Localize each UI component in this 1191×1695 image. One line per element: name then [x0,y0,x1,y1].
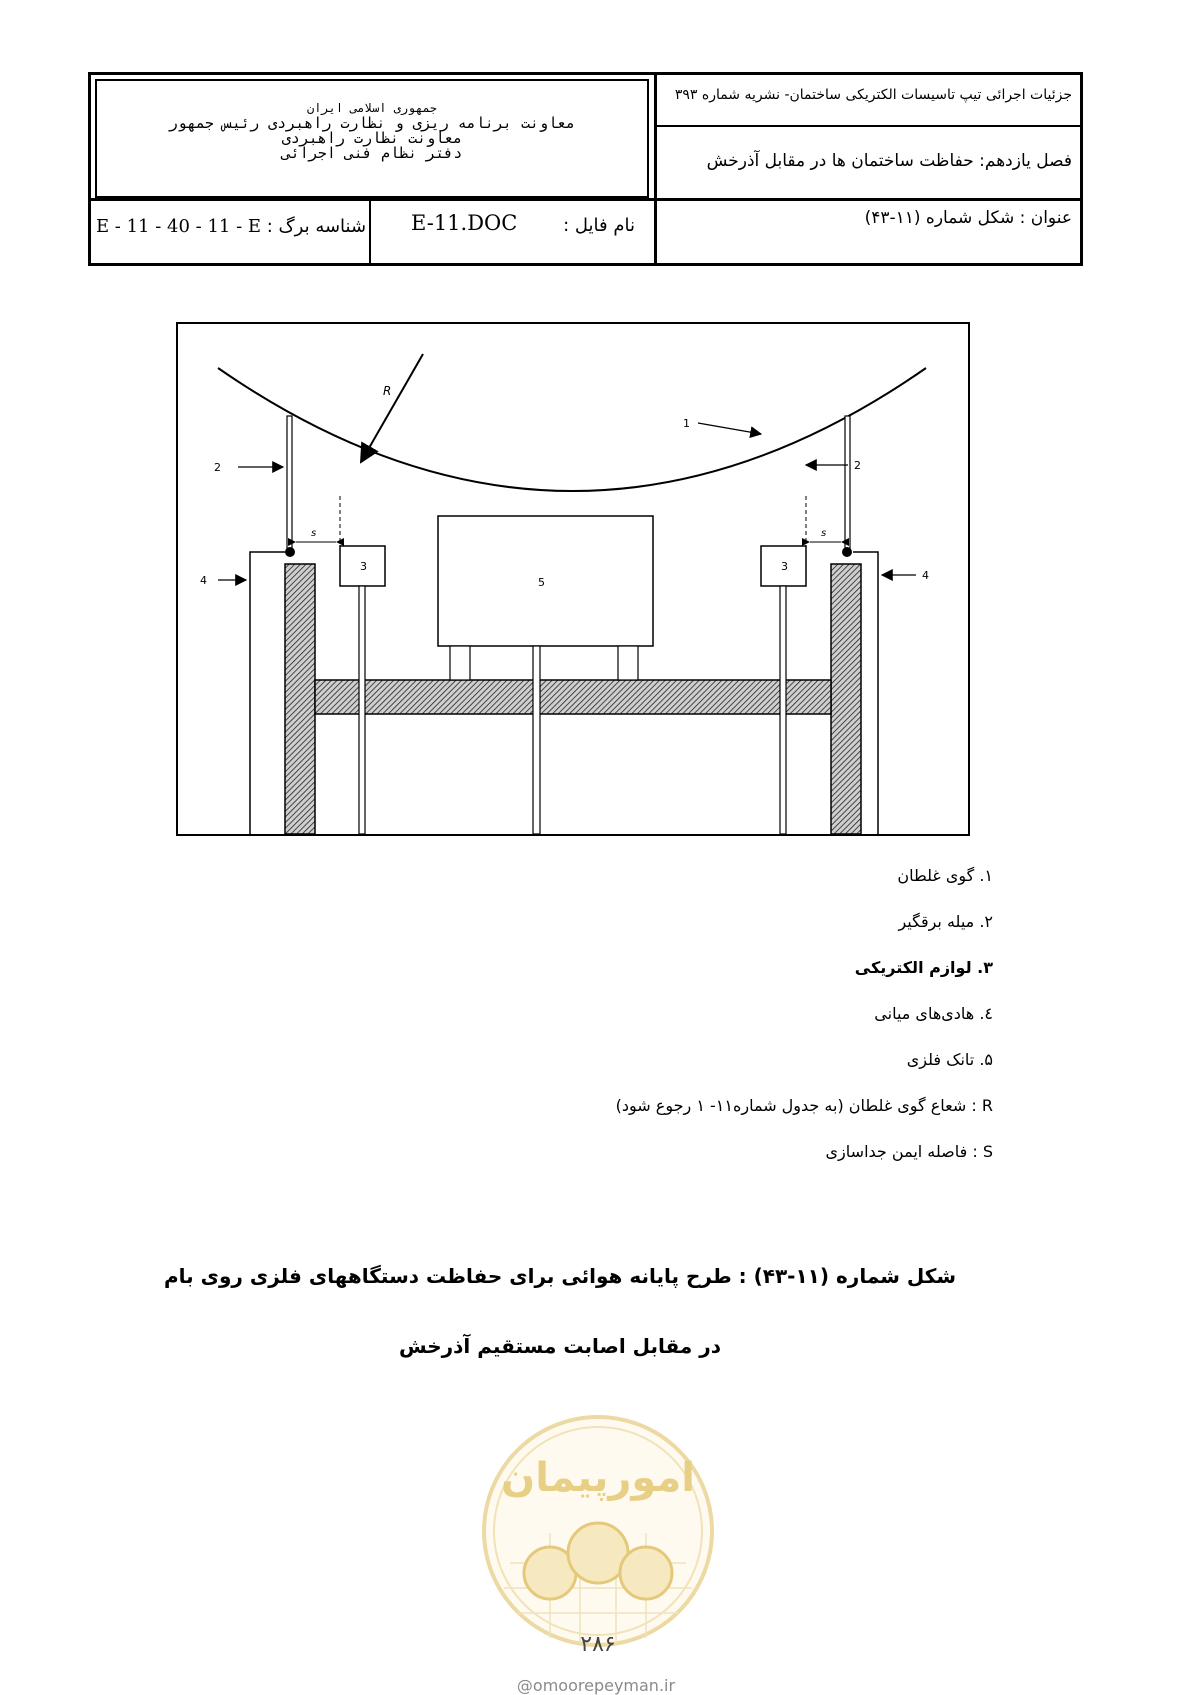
legend-item: ۳. لوازم الکتریکی [854,958,993,977]
sheet-id-cell [91,200,371,266]
left-rod-base [285,547,295,557]
left-box-leg [359,586,365,834]
diagram-svg [178,324,968,834]
website-watermark [486,1676,706,1695]
rolling-sphere-arc [218,368,926,491]
legend-item: ۲. میله برقگیر [898,912,993,931]
website-url: omoorepeyman.ir [532,1676,676,1695]
figure-caption-line-1: شکل شماره (۱۱-۴۳) : طرح پایانه هوائی برای حفاظت دستگاههای فلزی روی بام [163,1264,957,1288]
label-2-left: 2 [214,461,221,474]
org-line-3: معاونت نظارت راهبردی [281,129,463,147]
legend-item: S : فاصله ایمن جداسازی [825,1142,993,1161]
legend-item: R : شعاع گوی غلطان (به جدول شماره۱۱- ۱ رجوع شود) [615,1096,993,1115]
radius-arrow [361,354,423,462]
legend-item: ۱. گوی غلطان [897,866,993,885]
tank-foot-right [618,646,638,680]
organization-box [95,79,649,198]
header-table [88,72,1083,266]
label-3-left: 3 [360,560,367,573]
callout-1-arrow [698,423,761,434]
file-name-cell [371,200,657,266]
gear-icon [620,1547,672,1599]
label-4-left: 4 [200,574,207,587]
right-air-rod [845,416,850,550]
right-parapet [831,564,861,834]
chapter-title: فصل یازدهم: حفاظت ساختمان ها در مقابل آذرخش [706,151,1072,171]
label-s-left: s [311,528,317,539]
label-5: 5 [538,576,545,589]
label-1: 1 [683,417,690,430]
left-parapet [285,564,315,834]
legend-item: ۵. تانک فلزی [906,1050,993,1069]
label-s-right: s [821,528,827,539]
figure-title: عنوان : شکل شماره (۱۱-۴۳) [864,208,1072,228]
figure-legend [393,866,993,1188]
publisher-seal [480,1413,716,1649]
publication-title: جزئیات اجرائی تیپ تاسیسات الکتریکی ساختمان- نشریه شماره ۳۹۳ [674,87,1072,103]
file-name: E-11.DOC [411,211,518,235]
left-down-conductor [250,552,285,834]
right-box-leg [780,586,786,834]
sheet-id-code: E - 11 - 40 - 11 - E [95,216,262,237]
org-line-2: معاونت برنامه ریزی و نظارت راهبردی رئیس جمهور [168,114,576,132]
tank-foot-left [450,646,470,680]
right-rod-base [842,547,852,557]
sheet-id-label: شناسه برگ : [266,216,367,237]
metal-tank [438,516,653,646]
figure-caption-line-2: در مقابل اصابت مستقیم آذرخش [398,1334,722,1358]
at-icon: @ [516,1676,533,1695]
org-line-4: دفتر نظام فنی اجرائی [281,144,463,162]
label-3-right: 3 [781,560,788,573]
seal-logo-text: امورپیمان [501,1455,695,1501]
radius-label: R [383,384,392,398]
left-air-rod [287,416,292,550]
tank-center-leg [533,646,540,834]
file-name-label: نام فایل : [563,215,635,236]
page-number: ۲۸۶ [580,1632,616,1657]
roof-slab [315,680,831,714]
legend-item: ٤. هادی‌های میانی [874,1004,993,1023]
label-4-right: 4 [922,569,929,582]
lightning-protection-diagram [176,322,970,836]
org-line-1: جمهوری اسلامی ایران [306,101,438,115]
label-2-right: 2 [854,459,861,472]
